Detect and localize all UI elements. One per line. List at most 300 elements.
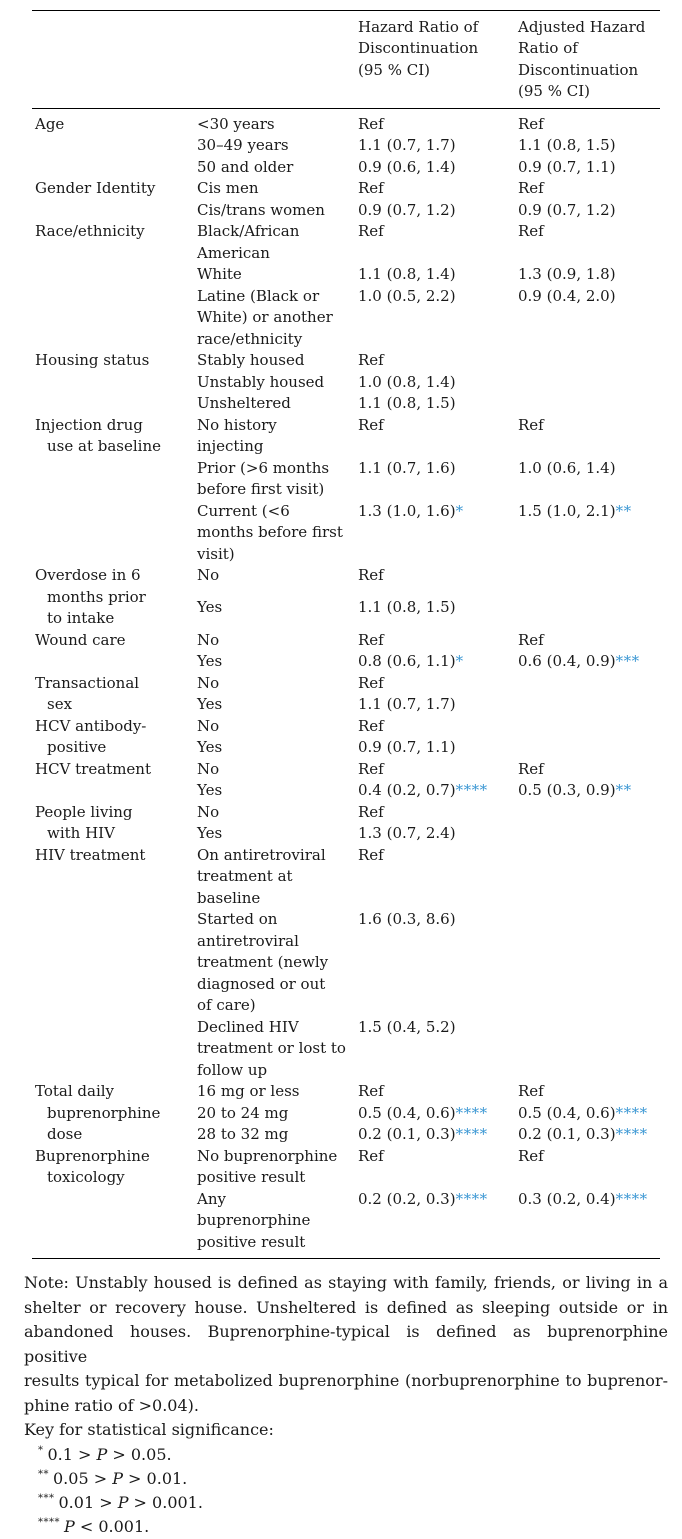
- variable-text-line: Race/ethnicity: [35, 222, 145, 241]
- level-cell: [197, 651, 358, 673]
- ahr-cell: [518, 221, 660, 264]
- p-italic: P: [117, 1492, 129, 1512]
- level-cell: [197, 737, 358, 759]
- ratio-value: 1.1 (0.8, 1.4): [358, 265, 456, 284]
- level-text-line: follow up: [197, 1060, 268, 1079]
- level-cell: [197, 135, 358, 157]
- level-text-line: diagnosed or out: [197, 974, 326, 993]
- hr-cell: [358, 1103, 518, 1125]
- ratio-value: Ref: [518, 630, 544, 649]
- ahr-cell: [518, 1081, 660, 1103]
- ahr-cell: [518, 1017, 660, 1082]
- level-text-line: Current (<6: [197, 501, 290, 520]
- level-cell: [197, 1103, 358, 1125]
- variable-text-line: Gender Identity: [35, 179, 156, 198]
- variable-text-line: People living: [35, 802, 133, 821]
- level-text-line: buprenorphine: [197, 1211, 311, 1230]
- variable-cell: [32, 1081, 197, 1146]
- level-text-line: Prior (>6 months: [197, 458, 330, 477]
- significance-stars: *: [455, 501, 464, 520]
- significance-stars: ****: [615, 1189, 648, 1208]
- level-cell: [197, 597, 358, 629]
- level-cell: [197, 780, 358, 802]
- hr-cell: [358, 264, 518, 286]
- level-text-line: 28 to 32 mg: [197, 1125, 289, 1144]
- level-text-line: Any: [197, 1189, 226, 1208]
- ahr-cell: [518, 108, 660, 135]
- ahr-cell: [518, 393, 660, 415]
- table-note-line: Note: Unstably housed is defined as staying with family, friends, or living in a: [24, 1273, 668, 1293]
- ratio-value: Ref: [358, 415, 384, 434]
- level-text-line: Unsheltered: [197, 394, 291, 413]
- hr-cell: [358, 221, 518, 264]
- table-row: [32, 350, 660, 372]
- level-text-line: antiretroviral: [197, 931, 299, 950]
- ahr-cell: [518, 178, 660, 200]
- ratio-value: 1.1 (0.7, 1.7): [358, 695, 456, 714]
- level-cell: [197, 221, 358, 264]
- variable-text-line: dose: [47, 1125, 83, 1144]
- ratio-value: Ref: [358, 566, 384, 585]
- hr-cell: [358, 780, 518, 802]
- level-cell: [197, 759, 358, 781]
- level-text-line: Black/African: [197, 222, 300, 241]
- significance-stars: ****: [455, 781, 488, 800]
- variable-text-line: HIV treatment: [35, 845, 146, 864]
- ratio-value: 1.0 (0.5, 2.2): [358, 286, 456, 305]
- table-header: [32, 11, 660, 109]
- level-cell: [197, 108, 358, 135]
- table-row: [32, 1081, 660, 1103]
- variable-cell: [32, 673, 197, 716]
- ratio-value: 0.2 (0.1, 0.3)****: [358, 1125, 488, 1144]
- ratio-value: 0.9 (0.7, 1.1): [518, 157, 616, 176]
- ahr-cell: [518, 286, 660, 351]
- hr-cell: [358, 845, 518, 910]
- level-cell: [197, 393, 358, 415]
- level-cell: [197, 694, 358, 716]
- p-italic: P: [112, 1468, 123, 1488]
- header-text-line: Ratio of: [518, 39, 578, 58]
- level-text-line: No: [197, 630, 220, 649]
- ahr-cell: [518, 597, 660, 629]
- header-text-line: Discontinuation: [518, 60, 639, 79]
- ahr-cell: [518, 845, 660, 910]
- variable-cell: [32, 415, 197, 566]
- level-cell: [197, 264, 358, 286]
- table-row: [32, 802, 660, 824]
- table-row: [32, 716, 660, 738]
- hr-cell: [358, 759, 518, 781]
- level-cell: [197, 157, 358, 179]
- variable-text-line: Overdose in 6: [35, 566, 141, 585]
- level-text-line: <30 years: [197, 114, 275, 133]
- key-item: *** 0.01 > P > 0.001.: [38, 1492, 203, 1512]
- level-text-line: Stably housed: [197, 351, 305, 370]
- level-text-line: 20 to 24 mg: [197, 1103, 289, 1122]
- ahr-cell: [518, 157, 660, 179]
- hr-cell: [358, 1146, 518, 1189]
- level-cell: [197, 372, 358, 394]
- ahr-cell: [518, 372, 660, 394]
- level-cell: [197, 1124, 358, 1146]
- ahr-cell: [518, 909, 660, 1017]
- variable-text-line: Buprenorphine: [35, 1146, 150, 1165]
- ratio-value: 0.9 (0.7, 1.2): [518, 200, 616, 219]
- level-cell: [197, 630, 358, 652]
- level-text-line: White) or another: [197, 308, 333, 327]
- level-text-line: of care): [197, 996, 256, 1015]
- ratio-value: 0.9 (0.6, 1.4): [358, 157, 456, 176]
- ahr-cell: [518, 737, 660, 759]
- level-text-line: positive result: [197, 1232, 306, 1251]
- p-italic: P: [96, 1444, 108, 1464]
- ratio-value: 1.3 (0.7, 2.4): [358, 824, 456, 843]
- hr-cell: [358, 372, 518, 394]
- key-item: * 0.1 > P > 0.05.: [38, 1444, 172, 1464]
- level-text-line: No: [197, 716, 220, 735]
- ratio-value: Ref: [358, 630, 384, 649]
- level-text-line: Cis men: [197, 179, 259, 198]
- header-text-line: Discontinuation: [358, 39, 479, 58]
- hr-cell: [358, 802, 518, 824]
- ahr-cell: [518, 458, 660, 501]
- ahr-cell: [518, 673, 660, 695]
- ahr-cell: [518, 823, 660, 845]
- variable-text-line: with HIV: [47, 824, 115, 843]
- variable-text-line: Age: [35, 114, 65, 133]
- table-body: [32, 108, 660, 1259]
- ahr-cell: [518, 802, 660, 824]
- ahr-cell: [518, 135, 660, 157]
- level-header-cell: [197, 11, 358, 109]
- ahr-cell: [518, 565, 660, 597]
- ratio-value: 1.1 (0.7, 1.7): [358, 136, 456, 155]
- hr-cell: [358, 1189, 518, 1259]
- significance-stars: ****: [615, 1103, 648, 1122]
- hr-cell: [358, 157, 518, 179]
- variable-text-line: buprenorphine: [47, 1103, 161, 1122]
- level-cell: [197, 501, 358, 566]
- ratio-value: Ref: [518, 415, 544, 434]
- ratio-value: 1.5 (0.4, 5.2): [358, 1017, 456, 1036]
- ratio-value: 1.1 (0.8, 1.5): [358, 394, 456, 413]
- variable-cell: [32, 630, 197, 673]
- table-note-line: shelter or recovery house. Unsheltered is defined as sleeping outside or in: [24, 1297, 668, 1317]
- ahr-cell: [518, 630, 660, 652]
- ratio-value: 1.1 (0.8, 1.5): [358, 598, 456, 617]
- level-text-line: White: [197, 265, 242, 284]
- ratio-value: 0.2 (0.1, 0.3)****: [518, 1125, 648, 1144]
- hr-cell: [358, 458, 518, 501]
- ahr-cell: [518, 1124, 660, 1146]
- ratio-value: 1.5 (1.0, 2.1)**: [518, 501, 632, 520]
- level-text-line: months before first: [197, 523, 343, 542]
- level-cell: [197, 458, 358, 501]
- ratio-value: 1.0 (0.8, 1.4): [358, 372, 456, 391]
- level-text-line: Yes: [197, 652, 223, 671]
- variable-text-line: Injection drug: [35, 415, 143, 434]
- level-cell: [197, 415, 358, 458]
- table-row: [32, 1146, 660, 1189]
- variable-text-line: Transactional: [35, 673, 140, 692]
- ahr-cell: [518, 1189, 660, 1259]
- table-row: [32, 178, 660, 200]
- level-cell: [197, 823, 358, 845]
- variable-text-line: HCV treatment: [35, 759, 151, 778]
- ratio-value: 0.9 (0.4, 2.0): [518, 286, 616, 305]
- ratio-value: Ref: [358, 1146, 384, 1165]
- level-text-line: Yes: [197, 738, 223, 757]
- table-note-line: results typical for metabolized buprenorphine (norbuprenorphine to buprenor-: [24, 1371, 668, 1391]
- variable-cell: [32, 1146, 197, 1259]
- level-text-line: American: [197, 243, 270, 262]
- ratio-value: Ref: [518, 759, 544, 778]
- hr-cell: [358, 350, 518, 372]
- variable-text-line: HCV antibody-: [35, 716, 147, 735]
- level-text-line: No: [197, 673, 220, 692]
- level-text-line: 16 mg or less: [197, 1082, 300, 1101]
- table-row: [32, 108, 660, 135]
- level-text-line: Latine (Black or: [197, 286, 320, 305]
- variable-cell: [32, 565, 197, 630]
- header-text-line: Hazard Ratio of: [358, 18, 479, 36]
- level-text-line: 50 and older: [197, 157, 294, 176]
- ahr-cell: [518, 780, 660, 802]
- level-text-line: Yes: [197, 695, 223, 714]
- significance-stars: ****: [615, 1125, 648, 1144]
- level-cell: [197, 1189, 358, 1259]
- variable-text-line: use at baseline: [47, 437, 161, 456]
- significance-stars: ****: [455, 1189, 488, 1208]
- level-text-line: No: [197, 802, 220, 821]
- ahr-cell: [518, 694, 660, 716]
- ahr-cell: [518, 350, 660, 372]
- level-cell: [197, 200, 358, 222]
- level-cell: [197, 802, 358, 824]
- table-row: [32, 630, 660, 652]
- hr-cell: [358, 565, 518, 597]
- ratio-value: 0.2 (0.2, 0.3)****: [358, 1189, 488, 1208]
- level-text-line: treatment (newly: [197, 953, 329, 972]
- variable-text-line: Housing status: [35, 351, 150, 370]
- variable-cell: [32, 221, 197, 350]
- level-text-line: Yes: [197, 598, 223, 617]
- level-text-line: No history: [197, 415, 277, 434]
- key-item-stars: *: [38, 1445, 44, 1457]
- ratio-value: Ref: [358, 845, 384, 864]
- level-cell: [197, 716, 358, 738]
- level-text-line: Started on: [197, 910, 278, 929]
- significance-stars: ***: [615, 652, 640, 671]
- variable-cell: [32, 759, 197, 802]
- level-text-line: No: [197, 759, 220, 778]
- hr-cell: [358, 823, 518, 845]
- hr-cell: [358, 597, 518, 629]
- level-text-line: No buprenorphine: [197, 1146, 338, 1165]
- table-row: [32, 845, 660, 910]
- level-cell: [197, 565, 358, 597]
- ratio-value: Ref: [518, 222, 544, 241]
- significance-stars: *: [455, 652, 464, 671]
- level-cell: [197, 845, 358, 910]
- hr-cell: [358, 108, 518, 135]
- level-text-line: treatment or lost to: [197, 1039, 346, 1058]
- ratio-value: 1.3 (1.0, 1.6)*: [358, 501, 464, 520]
- ahr-cell: [518, 716, 660, 738]
- level-cell: [197, 1017, 358, 1082]
- hr-cell: [358, 393, 518, 415]
- level-text-line: Declined HIV: [197, 1017, 299, 1036]
- variable-text-line: Total daily: [35, 1082, 115, 1101]
- variable-header-cell: [32, 11, 197, 109]
- hr-cell: [358, 178, 518, 200]
- level-cell: [197, 909, 358, 1017]
- key-item-stars: ***: [38, 1493, 55, 1505]
- hr-cell: [358, 286, 518, 351]
- ratio-value: 0.4 (0.2, 0.7)****: [358, 781, 488, 800]
- ratio-value: 1.1 (0.8, 1.5): [518, 136, 616, 155]
- level-text-line: visit): [197, 544, 235, 563]
- ratio-value: 1.6 (0.3, 8.6): [358, 910, 456, 929]
- significance-key-title: Key for statistical significance:: [24, 1420, 274, 1440]
- hr-cell: [358, 694, 518, 716]
- level-text-line: Yes: [197, 781, 223, 800]
- table-row: [32, 565, 660, 597]
- level-text-line: Unstably housed: [197, 372, 325, 391]
- significance-stars: ****: [455, 1103, 488, 1122]
- level-text-line: No: [197, 566, 220, 585]
- ratio-value: Ref: [518, 179, 544, 198]
- significance-stars: **: [615, 781, 632, 800]
- level-text-line: treatment at: [197, 867, 293, 886]
- header-row: [32, 11, 660, 109]
- level-text-line: 30–49 years: [197, 136, 289, 155]
- ratio-value: 1.1 (0.7, 1.6): [358, 458, 456, 477]
- ratio-value: 1.3 (0.9, 1.8): [518, 265, 616, 284]
- header-text-line: Adjusted Hazard: [518, 18, 646, 36]
- level-text-line: race/ethnicity: [197, 329, 303, 348]
- hr-cell: [358, 651, 518, 673]
- ratio-value: Ref: [358, 351, 384, 370]
- table-row: [32, 415, 660, 458]
- hr-cell: [358, 737, 518, 759]
- hr-header-cell: [358, 11, 518, 109]
- ratio-value: Ref: [358, 114, 384, 133]
- variable-cell: [32, 845, 197, 1082]
- ratio-value: Ref: [358, 673, 384, 692]
- hr-cell: [358, 415, 518, 458]
- hr-cell: [358, 200, 518, 222]
- table-row: [32, 221, 660, 264]
- ahr-cell: [518, 651, 660, 673]
- hr-cell: [358, 909, 518, 1017]
- variable-text-line: to intake: [47, 609, 115, 628]
- ahr-cell: [518, 415, 660, 458]
- ratio-value: Ref: [358, 716, 384, 735]
- significance-key: [24, 1443, 668, 1539]
- ratio-value: Ref: [518, 114, 544, 133]
- table-row: [32, 759, 660, 781]
- header-text-line: (95 % CI): [518, 82, 590, 101]
- ratio-value: 0.5 (0.3, 0.9)**: [518, 781, 632, 800]
- table-footnotes: [24, 1271, 668, 1539]
- variable-cell: [32, 350, 197, 415]
- key-item-stars: ****: [38, 1517, 60, 1529]
- ahr-cell: [518, 501, 660, 566]
- level-cell: [197, 1146, 358, 1189]
- hr-cell: [358, 1081, 518, 1103]
- level-cell: [197, 286, 358, 351]
- hr-cell: [358, 716, 518, 738]
- variable-cell: [32, 716, 197, 759]
- header-text-line: (95 % CI): [358, 60, 430, 79]
- level-text-line: baseline: [197, 888, 261, 907]
- level-text-line: injecting: [197, 437, 264, 456]
- key-item-stars: **: [38, 1469, 49, 1481]
- hr-cell: [358, 1017, 518, 1082]
- hr-cell: [358, 501, 518, 566]
- ratio-value: Ref: [358, 802, 384, 821]
- variable-cell: [32, 802, 197, 845]
- ahr-cell: [518, 759, 660, 781]
- ratio-value: 0.9 (0.7, 1.2): [358, 200, 456, 219]
- variable-text-line: Wound care: [35, 630, 126, 649]
- level-text-line: positive result: [197, 1168, 306, 1187]
- ratio-value: 0.6 (0.4, 0.9)***: [518, 652, 640, 671]
- level-text-line: before first visit): [197, 480, 325, 499]
- ratio-value: Ref: [358, 759, 384, 778]
- level-text-line: Cis/trans women: [197, 200, 325, 219]
- significance-stars: ****: [455, 1125, 488, 1144]
- variable-cell: [32, 178, 197, 221]
- ratio-value: 0.5 (0.4, 0.6)****: [518, 1103, 648, 1122]
- key-item: **** P < 0.001.: [38, 1516, 150, 1536]
- level-cell: [197, 350, 358, 372]
- level-cell: [197, 178, 358, 200]
- table-row: [32, 673, 660, 695]
- ratio-value: 0.9 (0.7, 1.1): [358, 738, 456, 757]
- significance-stars: **: [615, 501, 632, 520]
- key-item: ** 0.05 > P > 0.01.: [38, 1468, 188, 1488]
- ahr-cell: [518, 200, 660, 222]
- table-note-line: abandoned houses. Buprenorphine-typical is defined as buprenorphine positive: [24, 1322, 668, 1366]
- level-cell: [197, 1081, 358, 1103]
- variable-text-line: months prior: [47, 587, 146, 606]
- ahr-header-cell: [518, 11, 660, 109]
- hr-cell: [358, 673, 518, 695]
- ahr-cell: [518, 264, 660, 286]
- p-italic: P: [64, 1516, 75, 1536]
- variable-cell: [32, 108, 197, 178]
- hr-cell: [358, 630, 518, 652]
- level-cell: [197, 673, 358, 695]
- ahr-cell: [518, 1103, 660, 1125]
- table-note-line: phine ratio of >0.04).: [24, 1395, 199, 1415]
- ratio-value: Ref: [358, 1082, 384, 1101]
- variable-text-line: toxicology: [47, 1168, 125, 1187]
- ratio-value: 0.3 (0.2, 0.4)****: [518, 1189, 648, 1208]
- ratio-value: Ref: [518, 1146, 544, 1165]
- ratio-value: Ref: [358, 222, 384, 241]
- hr-cell: [358, 135, 518, 157]
- ahr-cell: [518, 1146, 660, 1189]
- level-text-line: On antiretroviral: [197, 845, 326, 864]
- ratio-value: 0.8 (0.6, 1.1)*: [358, 652, 464, 671]
- variable-text-line: positive: [47, 738, 107, 757]
- variable-text-line: sex: [47, 695, 73, 714]
- level-text-line: Yes: [197, 824, 223, 843]
